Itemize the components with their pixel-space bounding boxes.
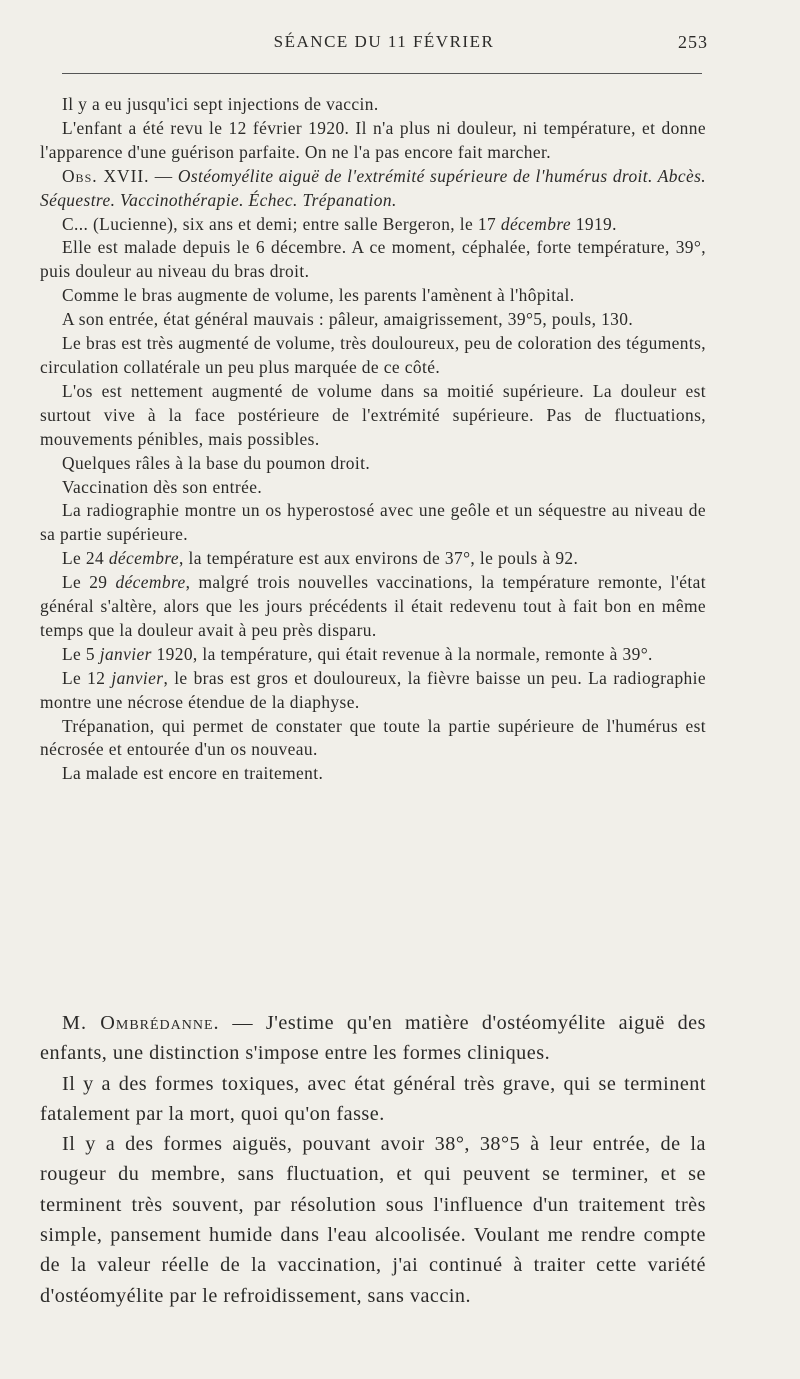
paragraph-entry-state: A son entrée, état général mauvais : pâleur, amaigrissement, 39°5, pouls, 130. [62,309,634,330]
header-rule [62,73,702,74]
observation-title: Ostéomyélite aiguë de l'extrémité supérieure de l'humérus droit. Abcès. Séquestre. Vaccinothérapie. Échec. Trépanation. [40,165,706,210]
paragraph-jan-12 [40,667,706,715]
date-prefix: Le 12 [62,667,112,688]
date-prefix: Le 24 [62,548,109,569]
observation-label: Obs. XVII. [62,165,150,186]
date-month: janvier [99,643,152,664]
discussion-paragraph-1 [40,1008,706,1069]
paragraph-bone: L'os est nettement augmenté de volume dans sa moitié supérieure. La douleur est surtout vive à la face postérieure de l'extrémité supérieure. Pas de fluctuations, mouvements pénibles, mais possibles. [40,380,706,449]
date-text: , malgré trois nouvelles vaccinations, la température remonte, l'état général s'altère, alors que les jours précédents il était redevenu tout à fait bon en même temps que la douleur avait à peu près disparu. [40,572,707,640]
paragraph-arm: Le bras est très augmenté de volume, très douloureux, peu de coloration des téguments, circulation collatérale un peu plus marquée de ce côté. [40,333,706,377]
discussion-text-1: J'estime qu'en matière d'ostéomyélite aiguë des enfants, une distinction s'impose entre les formes cliniques. [40,1012,706,1065]
date-month: janvier [111,667,164,688]
paragraph-follow-up: L'enfant a été revu le 12 février 1920. Il n'a plus ni douleur, ni température, et donne l'apparence d'une guérison parfaite. On ne l'a pas encore fait marcher. [40,117,706,162]
admission-month: décembre [500,213,571,234]
paragraph-status: La malade est encore en traitement. [62,763,324,784]
date-text: 1920, la température, qui était revenue à la normale, remonte à 39°. [151,643,653,664]
paragraph-jan-5 [40,643,706,667]
date-month: décembre [115,572,186,593]
running-title: SÉANCE DU 11 FÉVRIER [273,32,495,51]
discussion [40,1008,706,1311]
paragraph-dec-29 [40,571,706,643]
discussion-paragraph-2: Il y a des formes toxiques, avec état général très grave, qui se terminent fatalement par la mort, quoi qu'on fasse. [40,1072,706,1125]
date-text: , le bras est gros et douloureux, la fièvre baisse un peu. La radiographie montre une nécrose étendue de la diaphyse. [40,667,707,712]
page-number: 253 [678,32,708,52]
discussion-paragraph-3: Il y a des formes aiguës, pouvant avoir 38°, 38°5 à leur entrée, de la rougeur du membre, sans fluctuation, et qui peuvent se terminer, et se terminent très souvent, par résolution sous l'influence d'un traitement très simple, pansement humide dans l'eau alcoolisée. Voulant me rendre compte de la valeur réelle de la vaccination, j'ai continué à traiter cette variété d'ostéomyélite par le refroidissement, sans vaccin. [40,1133,706,1307]
paragraph-admission [40,213,706,237]
paragraph-radiography: La radiographie montre un os hyperostosé avec une geôle et un séquestre au niveau de sa partie supérieure. [40,500,706,545]
page-header [60,32,708,60]
paragraph-lungs: Quelques râles à la base du poumon droit. [62,452,371,473]
paragraph-trepanation: Trépanation, qui permet de constater que toute la partie supérieure de l'humérus est nécrosée et entourée d'un os nouveau. [40,715,706,760]
paragraph-onset: Elle est malade depuis le 6 décembre. A ce moment, céphalée, forte température, 39°, puis douleur au niveau du bras droit. [40,237,706,282]
admission-year: 1919. [571,213,617,234]
paragraph-vaccination: Vaccination dès son entrée. [62,476,263,497]
date-text: , la température est aux environs de 37°, le pouls à 92. [178,548,579,569]
observation-heading [40,165,706,213]
admission-text: C... (Lucienne), six ans et demi; entre salle Bergeron, le 17 [62,213,501,234]
paragraph-dec-24 [40,547,706,571]
date-prefix: Le 29 [62,572,116,593]
date-month: décembre [108,548,179,569]
observation-dash: — [149,165,178,186]
case-report [40,93,706,786]
paragraph-hospital: Comme le bras augmente de volume, les parents l'amènent à l'hôpital. [62,285,575,306]
speaker-name: M. Ombrédanne. [62,1012,220,1034]
paragraph-injections: Il y a eu jusqu'ici sept injections de vaccin. [62,94,379,114]
date-prefix: Le 5 [62,643,100,664]
speaker-dash: — [219,1012,266,1034]
